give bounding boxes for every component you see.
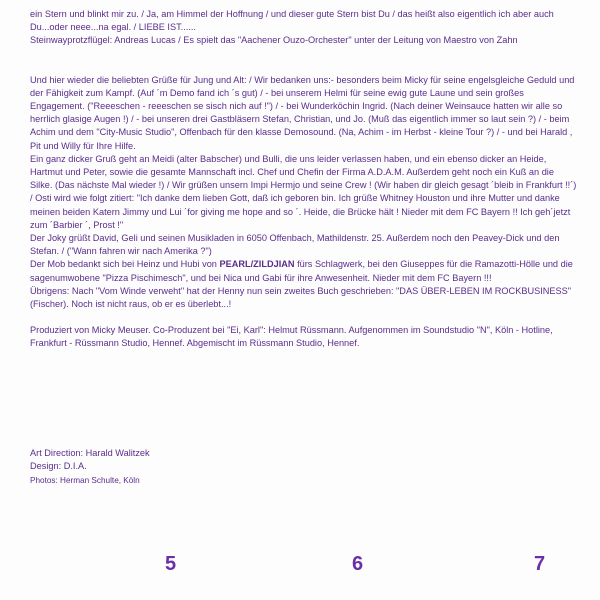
thanks-paragraph-3: Der Joky grüßt David, Geli und seinen Musikladen in 6050 Offenbach, Mathildenstr. 25. Außerdem noch den Peavey-Dick und den Stefan. / ("Wann fahren wir nach Amerika ?") xyxy=(30,233,560,257)
art-direction: Art Direction: Harald Walitzek xyxy=(30,448,150,458)
thanks-paragraph-5: Übrigens: Nach "Vom Winde verweht" hat der Henny nun sein zweites Buch geschrieben: "DAS ÜBER-LEBEN IM ROCKBUSINESS" (Fischer). Noch ist nicht raus, ob er es überlebt...! xyxy=(30,285,572,310)
sponsor-name: PEARL/ZILDJIAN xyxy=(219,259,295,270)
design-credit: Design: D.I.A. xyxy=(30,461,87,472)
thanks-p4-pre: Der Mob bedankt sich bei Heinz und Hubi von xyxy=(30,259,220,270)
page-number-7: 7 xyxy=(534,553,546,575)
main-text xyxy=(30,8,578,364)
page-number-6: 6 xyxy=(352,553,364,575)
thanks-paragraph-2: Ein ganz dicker Gruß geht an Meidi (alter Babscher) und Bulli, die uns leider verlassen haben, und ein ebenso dicker an Heide, Hartmut und Peter, sowie die gesamte Mannschaft incl. Chef und Chefin der Firma A.D.A.M. Außerdem geht noch ein Kuß an die Silke. (Das nächste Mal wieder !) / Wir grüßen unsern Impi Hermjo und seine Crew ! (Wir haben dir gleich gesagt ´bleib in Frankfurt !!´) / Osti wird wie folgt zitiert: "Ich danke dem lieben Gott, daß ich geboren bin. Ich grüße Whitney Houston und ihre Mutter und danke meinen beiden Katern Jimmy und Lui ´for giving me hope and so ´. Heide, die Brücke hält ! Nieder mit dem FC Bayern !! Ich geh´jetzt zum ´Barbier ´, Prost !" xyxy=(30,153,577,230)
photos-credit: Photos: Herman Schulte, Köln xyxy=(30,475,140,485)
thanks-paragraph-4 xyxy=(30,258,578,284)
thanks-paragraph-1: Und hier wieder die beliebten Grüße für Jung und Alt: / Wir bedanken uns:- besonders beim Micky für seine engelsgleiche Geduld und der Fähigkeit zum Kampf. (Auf ´m Demo fand ich ´s gut) / - bei unserem Helmi für seine ewig gute Laune und sein großes Engagement. ("Reeeschen - reeeschen se sisch nich auf !") / - bei Wunderköchin Ingrid. (Nach deiner Weinsauce hatten wir alle so herrlich glasige Augen !) / - bei unseren drei Gastbläsern Stefan, Christian, und Jo. (Muß das eigentlich immer so laut sein ?) / - beim Achim und dem "City-Music Studio", Offenbach für den klasse Demosound. (Na, Achim - im Herbst - kleine Tour ?) / - und bei Harald , Pit und Willy für Ihre Hilfe. xyxy=(30,74,575,151)
intro-line-1: ein Stern und blinkt mir zu. / Ja, am Himmel der Hoffnung / und dieser gute Stern bist Du / das heißt also eigentlich ich aber auch Du...oder neee...na egal. / LIEBE IST...... xyxy=(30,9,554,33)
production-credits: Produziert von Micky Meuser. Co-Produzent bei "Ei, Karl": Helmut Rüssmann. Aufgenommen im Soundstudio "N", Köln - Hotline, Frankfurt - Rüssmann Studio, Hennef. Abgemischt im Rüssmann Studio, Hennef. xyxy=(30,325,553,349)
design-credits xyxy=(30,447,150,487)
thanks-p4-post: fürs Schlagwerk, bei den Giuseppes für die Ramazotti-Hölle und die sagenumwobene "Pizza Pischimesch", und bei Nica und Gabi für ihre Anwesenheit. Nieder mit dem FC Bayern !!! xyxy=(30,259,573,283)
intro-line-2: Steinwayprotzflügel: Andreas Lucas / Es spielt das "Aachener Ouzo-Orchester" unter der Leitung von Maestro von Zahn xyxy=(30,35,518,46)
page-number-5: 5 xyxy=(165,553,177,575)
